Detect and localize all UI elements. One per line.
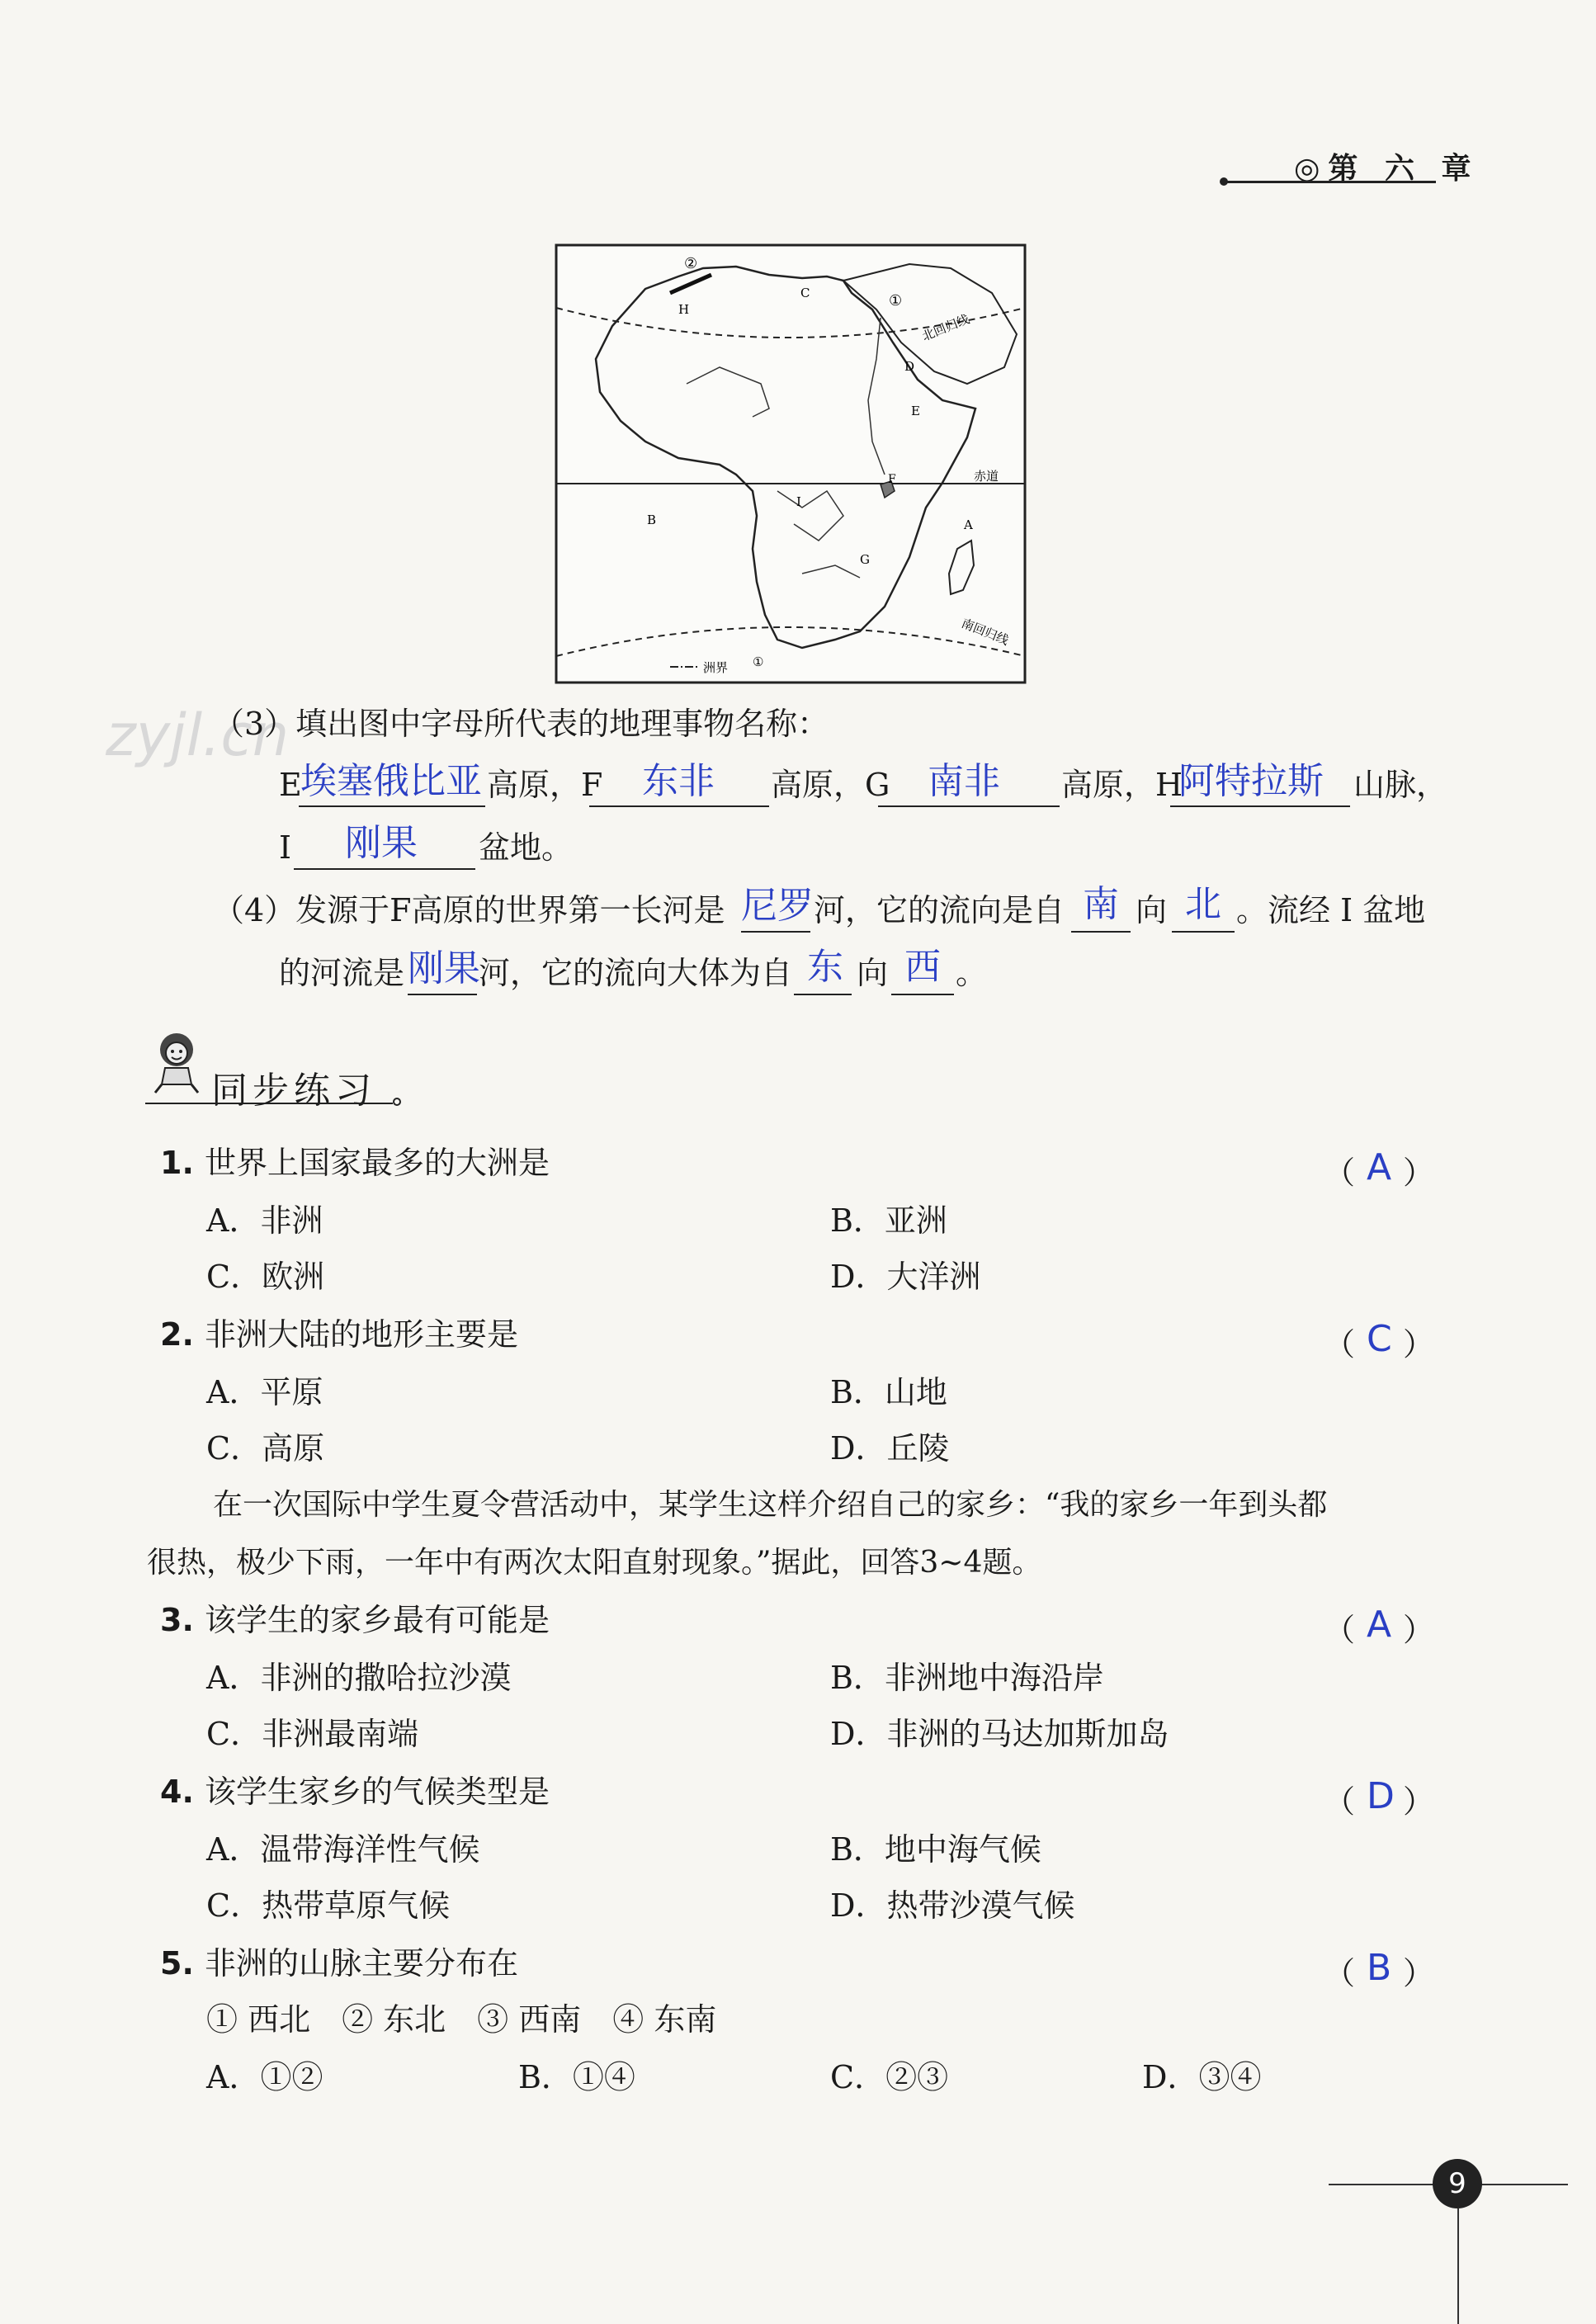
q4c-option-c: C．热带草原气候 — [206, 1887, 451, 1924]
map-label-equator: 赤道 — [974, 469, 999, 484]
q1-stem: 世界上国家最多的大洲是 — [205, 1145, 550, 1181]
q3-F-answer: 东非 — [642, 760, 715, 802]
passage-line-2: 很热，极少下雨，一年中有两次太阳直射现象。”据此，回答3~4题。 — [147, 1546, 1042, 1580]
map-label-I: I — [796, 494, 801, 509]
q2-option-d: D．丘陵 — [830, 1430, 950, 1467]
q3-F-suffix: 高原，G — [771, 767, 890, 803]
q4-river2-blank — [408, 994, 477, 995]
q3-H-blank — [1170, 805, 1350, 807]
section-title: 同步练习 — [211, 1070, 376, 1112]
page-rule-vertical — [1457, 2208, 1459, 2324]
map-label-C: C — [800, 286, 810, 300]
africa-map — [555, 243, 1027, 684]
q4c-paren-close: ） — [1403, 1783, 1435, 1820]
q3-prompt: （3）填出图中字母所代表的地理事物名称： — [213, 706, 829, 742]
q4-line1-text1: （4）发源于F高原的世界第一长河是 — [213, 892, 725, 928]
q2-answer: C — [1367, 1318, 1392, 1360]
q4-line1-text4: 。流经 I 盆地 — [1236, 892, 1426, 928]
q4-from2-answer: 东 — [807, 946, 843, 988]
q1-option-d: D．大洋洲 — [830, 1259, 981, 1295]
q4c-number: 4. — [160, 1774, 194, 1810]
q3c-paren-open: （ — [1324, 1612, 1356, 1648]
q2-option-b: B．山地 — [830, 1374, 947, 1410]
q4-river2-answer: 刚果 — [408, 947, 480, 990]
q5-sub-items: ① 西北 ② 东北 ③ 西南 ④ 东南 — [206, 2001, 717, 2038]
q4c-answer: D — [1367, 1775, 1395, 1817]
q4-river1-blank — [741, 931, 810, 933]
q4-to1-answer: 北 — [1185, 883, 1221, 925]
section-rule-end — [393, 1098, 401, 1106]
watermark: zyjl.cn — [106, 701, 290, 769]
q3-I-label: I — [279, 829, 292, 866]
q4-line1-text2: 河，它的流向是自 — [814, 892, 1065, 928]
q5-paren-close: ） — [1403, 1955, 1435, 1991]
q4c-option-a: A．温带海洋性气候 — [206, 1831, 480, 1868]
q3-G-answer: 南非 — [928, 760, 1000, 802]
q2-paren-close: ） — [1403, 1326, 1435, 1363]
q1-paren-close: ） — [1403, 1155, 1435, 1191]
q3c-option-a: A．非洲的撒哈拉沙漠 — [206, 1660, 512, 1696]
q4-line2-text2: 河，它的流向大体为自 — [479, 955, 793, 991]
q5-number: 5. — [160, 1945, 194, 1982]
q3c-option-c: C．非洲最南端 — [206, 1716, 419, 1752]
q3-E-answer: 埃塞俄比亚 — [300, 760, 482, 802]
map-label-cancer: 北回归线 — [919, 311, 972, 344]
q3c-paren-close: ） — [1403, 1612, 1435, 1648]
q1-option-c: C．欧洲 — [206, 1259, 325, 1295]
mascot-icon — [147, 1030, 205, 1096]
map-label-H: H — [678, 302, 690, 317]
q5-option-d: D．③④ — [1142, 2059, 1262, 2095]
q3-G-blank — [878, 805, 1060, 807]
q1-option-b: B．亚洲 — [830, 1202, 947, 1239]
q3-I-blank — [294, 868, 475, 870]
q4c-stem: 该学生家乡的气候类型是 — [205, 1774, 550, 1810]
q3c-option-d: D．非洲的马达加斯加岛 — [830, 1716, 1169, 1752]
q2-number: 2. — [160, 1316, 194, 1353]
q3-F-blank — [589, 805, 769, 807]
q4-river1-answer: 尼罗 — [741, 885, 814, 927]
q1-number: 1. — [160, 1145, 194, 1181]
q4-from1-answer: 南 — [1083, 883, 1119, 925]
map-label-D: D — [904, 359, 915, 374]
map-label-capricorn: 南回归线 — [959, 616, 1011, 649]
q4c-paren-open: （ — [1324, 1783, 1356, 1820]
q2-option-c: C．高原 — [206, 1430, 325, 1467]
q4-line2-text1: 的河流是 — [279, 955, 405, 991]
map-label-A: A — [964, 517, 973, 532]
q5-option-a: A．①② — [206, 2059, 323, 2095]
map-label-F: F — [888, 473, 896, 486]
map-label-two: ② — [684, 255, 698, 272]
q2-stem: 非洲大陆的地形主要是 — [205, 1316, 519, 1353]
q3-G-suffix: 高原，H — [1061, 767, 1183, 803]
q3-E-suffix: 高原，F — [487, 767, 603, 803]
map-label-E: E — [911, 404, 920, 418]
q5-paren-open: （ — [1324, 1955, 1356, 1991]
section-rule — [145, 1103, 393, 1104]
q3c-answer: A — [1367, 1604, 1392, 1646]
q3-I-answer: 刚果 — [345, 822, 418, 864]
header-rule — [1225, 181, 1436, 183]
q3c-number: 3. — [160, 1602, 194, 1638]
q5-stem: 非洲的山脉主要分布在 — [205, 1945, 519, 1982]
q1-paren-open: （ — [1324, 1155, 1356, 1191]
q1-option-a: A．非洲 — [206, 1202, 323, 1239]
q4-to2-answer: 西 — [904, 946, 941, 988]
q3c-option-b: B．非洲地中海沿岸 — [830, 1660, 1104, 1696]
q4-from1-blank — [1071, 931, 1131, 933]
q4-from2-blank — [794, 994, 852, 995]
q3-H-suffix: 山脉， — [1353, 767, 1448, 803]
q3-H-answer: 阿特拉斯 — [1178, 760, 1324, 802]
q3-I-suffix: 盆地。 — [479, 829, 574, 866]
q5-option-c: C．②③ — [830, 2059, 949, 2095]
map-label-one: ① — [753, 654, 764, 669]
q4-line2-text3: 向 — [857, 955, 889, 991]
page-number: 9 — [1433, 2159, 1482, 2208]
q1-answer: A — [1367, 1146, 1392, 1188]
q4-line2-text4: 。 — [956, 955, 988, 991]
q5-answer: B — [1367, 1947, 1392, 1989]
q4-to1-blank — [1172, 931, 1235, 933]
q4c-option-b: B．地中海气候 — [830, 1831, 1041, 1868]
q4-to2-blank — [891, 994, 954, 995]
header-rule-dot — [1220, 177, 1228, 186]
map-label-one-b: ① — [889, 292, 903, 309]
q5-option-b: B．①④ — [518, 2059, 635, 2095]
map-legend-boundary: 洲界 — [703, 660, 729, 675]
passage-line-1: 在一次国际中学生夏令营活动中，某学生这样介绍自己的家乡：“我的家乡一年到头都 — [213, 1488, 1328, 1522]
q4-line1-text3: 向 — [1136, 892, 1168, 928]
chapter-heading: ◎第 六 章 — [1294, 152, 1480, 186]
q3-E-label: E — [279, 767, 302, 803]
q2-paren-open: （ — [1324, 1326, 1356, 1363]
q3-E-blank — [299, 805, 485, 807]
map-label-G: G — [860, 552, 870, 567]
q3c-stem: 该学生的家乡最有可能是 — [205, 1602, 550, 1638]
q4c-option-d: D．热带沙漠气候 — [830, 1887, 1075, 1924]
map-label-B: B — [647, 513, 657, 527]
q2-option-a: A．平原 — [206, 1374, 323, 1410]
